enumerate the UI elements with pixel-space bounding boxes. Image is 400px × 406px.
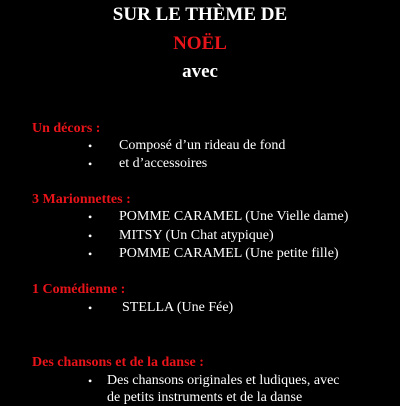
title-avec: avec <box>182 61 218 82</box>
list-item: MITSY (Un Chat atypique) <box>119 228 274 243</box>
section-heading-chansons: Des chansons et de la danse : <box>32 355 204 370</box>
section-heading-decors: Un décors : <box>32 121 101 136</box>
bullet-icon: • <box>88 157 93 171</box>
bullet-icon: • <box>88 247 93 261</box>
section-heading-comedienne: 1 Comédienne : <box>32 282 126 297</box>
bullet-icon: • <box>88 210 93 224</box>
list-item: STELLA (Une Fée) <box>122 300 234 315</box>
list-item: de petits instruments et de la danse <box>107 390 303 405</box>
bullet-icon: • <box>88 229 93 243</box>
list-item: POMME CARAMEL (Une Vielle dame) <box>119 209 349 224</box>
list-item: POMME CARAMEL (Une petite fille) <box>119 246 339 261</box>
bullet-icon: • <box>88 374 93 388</box>
list-item: et d’accessoires <box>119 156 208 171</box>
list-item: Composé d’un rideau de fond <box>119 138 286 153</box>
section-heading-marionnettes: 3 Marionnettes : <box>32 192 131 207</box>
list-item: Des chansons originales et ludiques, avec <box>107 373 340 388</box>
bullet-icon: • <box>88 139 93 153</box>
title-noel: NOËL <box>173 33 227 54</box>
title-line-1: SUR LE THÈME DE <box>112 4 288 25</box>
bullet-icon: • <box>88 301 93 315</box>
